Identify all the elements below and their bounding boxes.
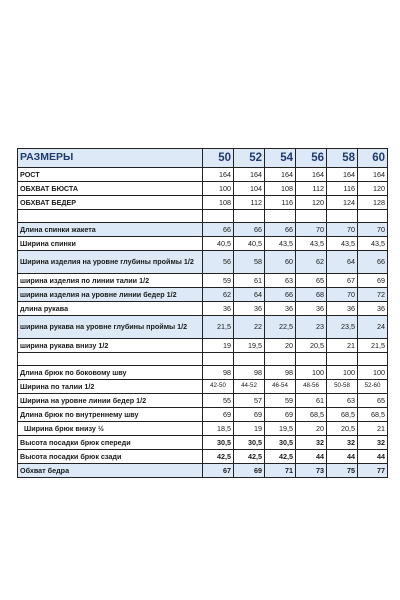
size-60: 60 <box>358 149 388 168</box>
cell: 68,5 <box>327 408 358 422</box>
row-label: Ширина на уровне линии бедер 1/2 <box>18 394 203 408</box>
cell: 64 <box>234 288 265 302</box>
cell: 61 <box>296 394 327 408</box>
cell: 40,5 <box>203 237 234 251</box>
cell: 164 <box>327 168 358 182</box>
cell: 75 <box>327 464 358 478</box>
size-58: 58 <box>327 149 358 168</box>
row-label: Высота посадки брюк сзади <box>18 450 203 464</box>
cell: 68,5 <box>296 408 327 422</box>
cell: 104 <box>234 182 265 196</box>
cell: 36 <box>358 302 388 316</box>
table-row <box>18 237 388 251</box>
table-row <box>18 464 388 478</box>
cell: 21,5 <box>203 316 234 339</box>
cell: 44 <box>358 450 388 464</box>
spacer-row <box>18 353 388 366</box>
row-label: ширина изделия по линии талии 1/2 <box>18 274 203 288</box>
cell: 120 <box>358 182 388 196</box>
table-row <box>18 422 388 436</box>
row-label: Ширина брюк внизу ½ <box>18 422 203 436</box>
table-row <box>18 380 388 394</box>
row-label: Высота посадки брюк спереди <box>18 436 203 450</box>
cell: 63 <box>327 394 358 408</box>
cell: 164 <box>234 168 265 182</box>
cell: 65 <box>296 274 327 288</box>
cell: 36 <box>265 302 296 316</box>
cell: 40,5 <box>234 237 265 251</box>
table-row <box>18 316 388 339</box>
spacer-row <box>18 210 388 223</box>
size-50: 50 <box>203 149 234 168</box>
cell: 164 <box>296 168 327 182</box>
row-label: ширина рукава внизу 1/2 <box>18 339 203 353</box>
table-row <box>18 394 388 408</box>
cell: 22 <box>234 316 265 339</box>
cell: 44-52 <box>234 380 265 394</box>
row-label: Ширина спинки <box>18 237 203 251</box>
table-row <box>18 288 388 302</box>
cell: 69 <box>358 274 388 288</box>
cell: 22,5 <box>265 316 296 339</box>
cell: 44 <box>296 450 327 464</box>
cell: 20 <box>265 339 296 353</box>
cell: 59 <box>203 274 234 288</box>
row-label: Длина брюк по боковому шву <box>18 366 203 380</box>
cell: 128 <box>358 196 388 210</box>
cell: 108 <box>265 182 296 196</box>
cell: 112 <box>234 196 265 210</box>
cell: 62 <box>203 288 234 302</box>
cell: 21 <box>358 422 388 436</box>
cell: 18,5 <box>203 422 234 436</box>
row-label: Длина брюк по внутреннему шву <box>18 408 203 422</box>
table-row <box>18 182 388 196</box>
cell: 61 <box>234 274 265 288</box>
cell: 23 <box>296 316 327 339</box>
cell: 66 <box>203 223 234 237</box>
size-56: 56 <box>296 149 327 168</box>
table-row <box>18 436 388 450</box>
cell: 19,5 <box>265 422 296 436</box>
row-label: ОБХВАТ БЮСТА <box>18 182 203 196</box>
cell: 43,5 <box>327 237 358 251</box>
row-label: Ширина изделия на уровне глубины проймы 1/2 <box>18 251 203 274</box>
cell: 48-56 <box>296 380 327 394</box>
cell: 32 <box>327 436 358 450</box>
cell: 164 <box>358 168 388 182</box>
cell: 120 <box>296 196 327 210</box>
cell: 100 <box>203 182 234 196</box>
table-row <box>18 223 388 237</box>
cell: 69 <box>265 408 296 422</box>
cell: 52-60 <box>358 380 388 394</box>
cell: 43,5 <box>296 237 327 251</box>
cell: 19 <box>203 339 234 353</box>
cell: 36 <box>203 302 234 316</box>
cell: 36 <box>327 302 358 316</box>
cell: 70 <box>327 288 358 302</box>
table-row <box>18 251 388 274</box>
cell: 55 <box>203 394 234 408</box>
cell: 30,5 <box>234 436 265 450</box>
cell: 60 <box>265 251 296 274</box>
cell: 20,5 <box>296 339 327 353</box>
cell: 66 <box>358 251 388 274</box>
cell: 112 <box>296 182 327 196</box>
table-row <box>18 366 388 380</box>
cell: 68,5 <box>358 408 388 422</box>
cell: 67 <box>203 464 234 478</box>
cell: 58 <box>234 251 265 274</box>
cell: 98 <box>234 366 265 380</box>
cell: 77 <box>358 464 388 478</box>
size-table <box>17 148 388 478</box>
row-label: ширина изделия на уровне линии бедер 1/2 <box>18 288 203 302</box>
cell: 66 <box>265 288 296 302</box>
cell: 72 <box>358 288 388 302</box>
cell: 116 <box>327 182 358 196</box>
cell: 64 <box>327 251 358 274</box>
cell: 69 <box>234 464 265 478</box>
cell: 57 <box>234 394 265 408</box>
cell: 50-58 <box>327 380 358 394</box>
cell: 70 <box>296 223 327 237</box>
cell: 62 <box>296 251 327 274</box>
header-label: РАЗМЕРЫ <box>18 149 203 168</box>
cell: 43,5 <box>265 237 296 251</box>
cell: 65 <box>358 394 388 408</box>
row-label: ширина рукава на уровне глубины проймы 1/2 <box>18 316 203 339</box>
cell: 98 <box>203 366 234 380</box>
cell: 100 <box>358 366 388 380</box>
size-52: 52 <box>234 149 265 168</box>
cell: 63 <box>265 274 296 288</box>
cell: 20 <box>296 422 327 436</box>
cell: 30,5 <box>203 436 234 450</box>
cell: 20,5 <box>327 422 358 436</box>
cell: 116 <box>265 196 296 210</box>
header-row <box>18 149 388 168</box>
table-row <box>18 408 388 422</box>
cell: 71 <box>265 464 296 478</box>
cell: 164 <box>265 168 296 182</box>
row-label: РОСТ <box>18 168 203 182</box>
cell: 67 <box>327 274 358 288</box>
cell: 32 <box>296 436 327 450</box>
cell: 42,5 <box>203 450 234 464</box>
table-row <box>18 168 388 182</box>
cell: 100 <box>296 366 327 380</box>
table-row <box>18 274 388 288</box>
cell: 24 <box>358 316 388 339</box>
cell: 44 <box>327 450 358 464</box>
cell: 56 <box>203 251 234 274</box>
cell: 66 <box>234 223 265 237</box>
row-label: длина рукава <box>18 302 203 316</box>
cell: 42,5 <box>265 450 296 464</box>
cell: 21,5 <box>358 339 388 353</box>
cell: 42,5 <box>234 450 265 464</box>
cell: 30,5 <box>265 436 296 450</box>
row-label: Ширина по талии 1/2 <box>18 380 203 394</box>
row-label: Обхват бедра <box>18 464 203 478</box>
cell: 46-54 <box>265 380 296 394</box>
cell: 42-50 <box>203 380 234 394</box>
cell: 98 <box>265 366 296 380</box>
table-row <box>18 196 388 210</box>
cell: 19,5 <box>234 339 265 353</box>
cell: 124 <box>327 196 358 210</box>
cell: 69 <box>234 408 265 422</box>
cell: 19 <box>234 422 265 436</box>
table-row <box>18 302 388 316</box>
cell: 59 <box>265 394 296 408</box>
cell: 73 <box>296 464 327 478</box>
size-54: 54 <box>265 149 296 168</box>
cell: 69 <box>203 408 234 422</box>
cell: 32 <box>358 436 388 450</box>
cell: 164 <box>203 168 234 182</box>
cell: 36 <box>296 302 327 316</box>
table-row <box>18 339 388 353</box>
cell: 68 <box>296 288 327 302</box>
cell: 70 <box>358 223 388 237</box>
table-row <box>18 450 388 464</box>
cell: 66 <box>265 223 296 237</box>
cell: 36 <box>234 302 265 316</box>
cell: 100 <box>327 366 358 380</box>
cell: 70 <box>327 223 358 237</box>
row-label: Длина спинки жакета <box>18 223 203 237</box>
cell: 108 <box>203 196 234 210</box>
row-label: ОБХВАТ БЕДЕР <box>18 196 203 210</box>
cell: 23,5 <box>327 316 358 339</box>
cell: 43,5 <box>358 237 388 251</box>
cell: 21 <box>327 339 358 353</box>
